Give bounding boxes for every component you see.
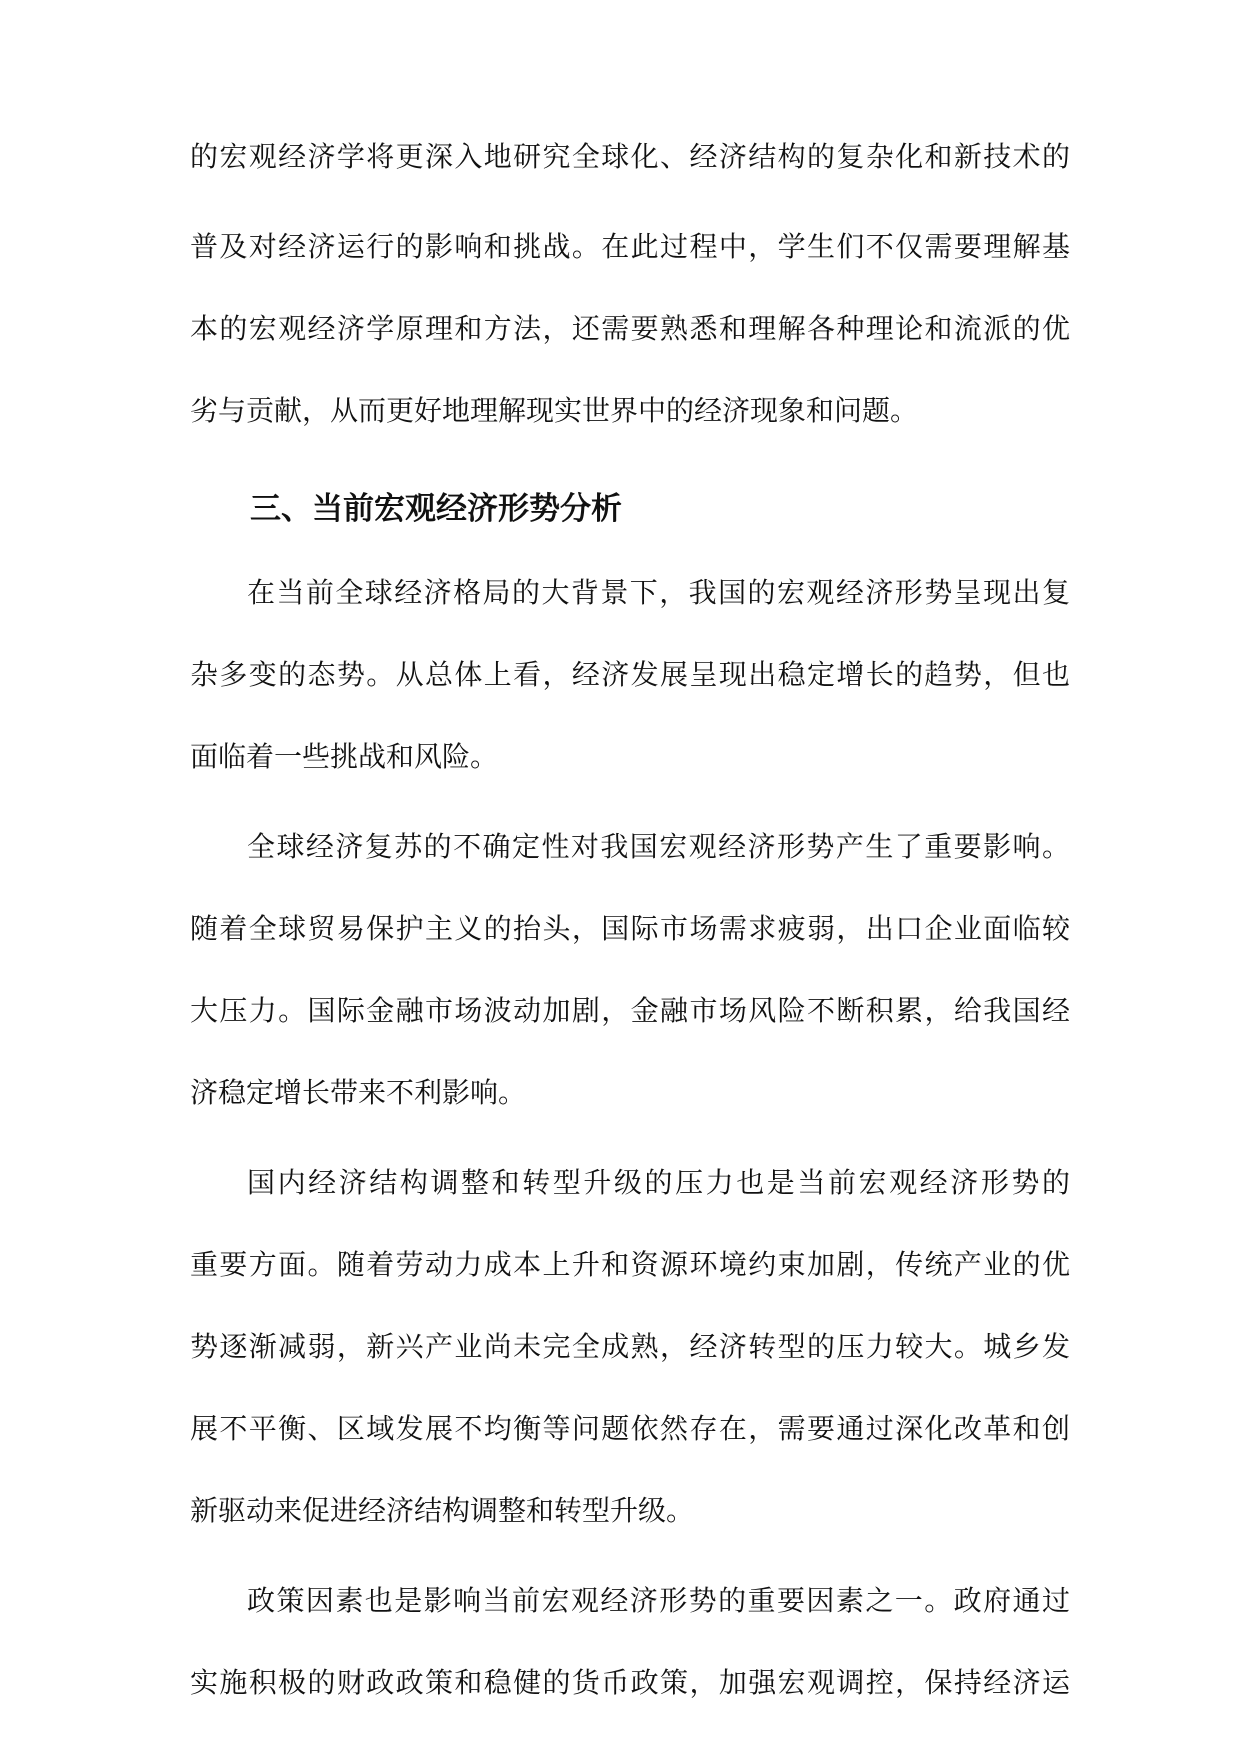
- paragraph-line: 普及对经济运行的影响和挑战。在此过程中，学生们不仅需要理解基: [190, 230, 1070, 263]
- paragraph-line: 本的宏观经济学原理和方法，还需要熟悉和理解各种理论和流派的优: [190, 312, 1070, 345]
- section-heading: 三、当前宏观经济形势分析: [250, 491, 622, 527]
- paragraph-line: 济稳定增长带来不利影响。: [190, 1076, 527, 1109]
- paragraph-line: 大压力。国际金融市场波动加剧，金融市场风险不断积累，给我国经: [190, 994, 1070, 1027]
- paragraph-line: 展不平衡、区域发展不均衡等问题依然存在，需要通过深化改革和创: [190, 1412, 1070, 1445]
- paragraph-line: 势逐渐减弱，新兴产业尚未完全成熟，经济转型的压力较大。城乡发: [190, 1330, 1070, 1363]
- paragraph-line: 的宏观经济学将更深入地研究全球化、经济结构的复杂化和新技术的: [190, 140, 1070, 173]
- paragraph-line: 劣与贡献，从而更好地理解现实世界中的经济现象和问题。: [190, 394, 919, 427]
- paragraph-line: 杂多变的态势。从总体上看，经济发展呈现出稳定增长的趋势，但也: [190, 658, 1070, 691]
- paragraph-line: 面临着一些挑战和风险。: [190, 740, 499, 773]
- paragraph-line: 随着全球贸易保护主义的抬头，国际市场需求疲弱，出口企业面临较: [190, 912, 1070, 945]
- paragraph-line: 政策因素也是影响当前宏观经济形势的重要因素之一。政府通过: [247, 1584, 1070, 1617]
- paragraph-line: 实施积极的财政政策和稳健的货币政策，加强宏观调控，保持经济运: [190, 1666, 1070, 1699]
- paragraph-line: 在当前全球经济格局的大背景下，我国的宏观经济形势呈现出复: [247, 576, 1070, 609]
- paragraph-line: 新驱动来促进经济结构调整和转型升级。: [190, 1494, 695, 1527]
- paragraph-line: 全球经济复苏的不确定性对我国宏观经济形势产生了重要影响。: [247, 830, 1070, 863]
- paragraph-line: 国内经济结构调整和转型升级的压力也是当前宏观经济形势的: [247, 1166, 1070, 1199]
- paragraph-line: 重要方面。随着劳动力成本上升和资源环境约束加剧，传统产业的优: [190, 1248, 1070, 1281]
